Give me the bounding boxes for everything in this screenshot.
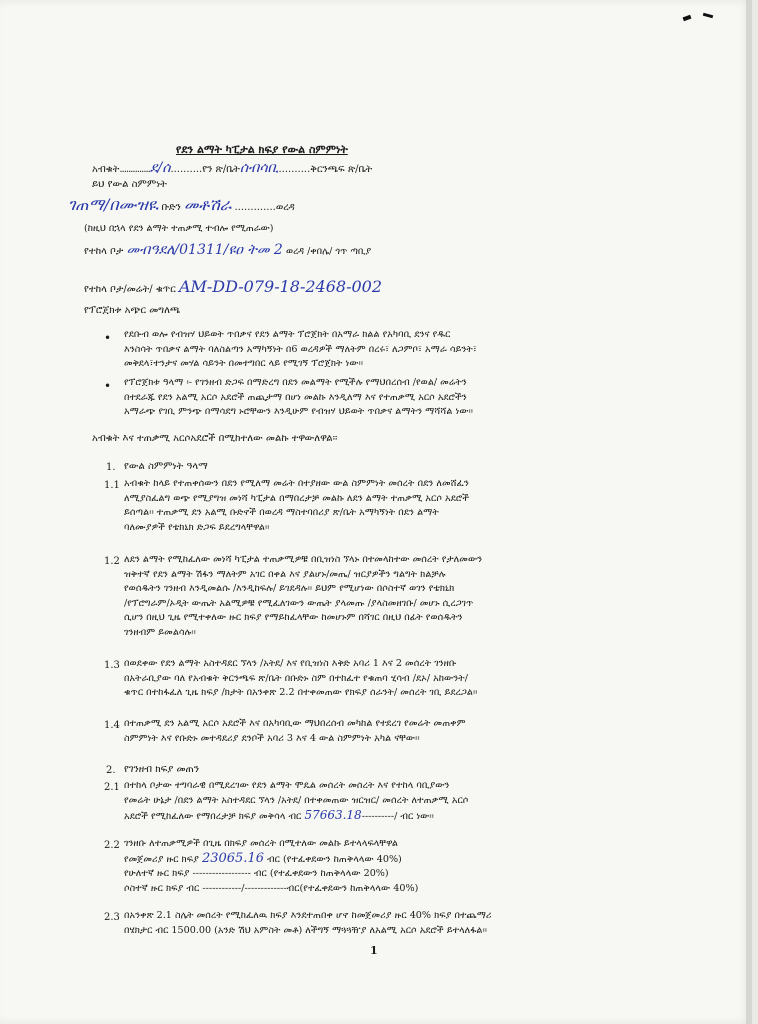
item-1-1-number: 1.1 [104, 480, 120, 491]
item-1-2-text: ለደን ልማት የሚከፈለው መነሻ ካፒታል ተጠቃሚዎቹ በቢዝነስ ኘላኑ በተመላከተው መሰረት የታለመውን ዝቅተኛ የደን ልማት ሽፋን ማለትም አገር በቀል እና ያልሆኑ/መጤ/ ዝርያዎችን ግልግት ክልቻሉ የወሰዱትን ገንዘብ እንዲመልሱ /እንዲከፍሉ/ ይገደዳሉ፡፡ ይህም የሚሆነው በሶስተኛ ወገን የቴክኒክ /የፕሮግራም/ኦዲት ውጤት አልሚዎቹ የሚፈለገውን ውጤት ያላመጡ /ያላስመዘገቡ/ መሆኑ ሲረጋገጥ ሲሆን በዚህ ጊዜ የሚተቀለው ዙር ክፍያ የማይከፈላቸው ከመሆኑም በሻገር በዚህ በፊት የወሰዱትን ገንዘብም ይመልሳሉ፡፡ [124, 554, 483, 638]
handwritten-group-name: ገጠማ/በሙዝዪ [68, 195, 159, 214]
section-heading-project-summary: የፕሮጀክቱ አጭር መግለጫ [84, 305, 181, 316]
item-2-3-number: 2.3 [104, 912, 120, 923]
label-office: ..........የን ጽ/ቤት [170, 164, 240, 175]
handwritten-woreda: መቶሽራ [184, 195, 232, 214]
scan-mark [683, 15, 692, 21]
payment-row-3: ሶስተኛ ዙር ክፍያ ብር ------------/-------------ብር(የተፈቀደውን ከጠቅላላው 40%) [124, 882, 419, 894]
bullet-icon: • [104, 331, 112, 345]
item-1-4-number: 1.4 [104, 720, 120, 731]
item-2-2-text: ገንዘቡ ለተጠቃሚዎች በጊዜ በክፍያ መሰረት በሚተለው መልኩ ይተላላፍላቸዋል የመጀመሪያ ዙር ክፍያ 23065.16 ብር (የተፈቀደውን ከጠቅላላው 40%) የሁለተኛ ዙር ክፍያ ------------------ ብር (የተፈቀደውን ከጠቅላላው 20%) ሶስተኛ ዙር ክፍያ ብር ------------/-------------ብር(የተፈቀደውን ከጠቅላላው 40%) [124, 837, 418, 896]
item-1-3-number: 1.3 [104, 660, 120, 671]
section-1-heading: የውል ስምምነት ዓላማ [124, 461, 208, 472]
item-1-3-text: በወደቀው የደን ልማት አስተዳደር ኘላን /አትደ/ እና የቢዝነስ እቅድ አባሪ 1 እና 2 መሰረት ገንዘቡ በአትራቢያው ባለ የአብቁት ቅርንጫፍ ጽ/ቤት በቡድኑ ስም በተከፈተ የቁጠባ ሂሳብ /ደኦ/ አከውንት/ ቁጥር በተከፋፈለ ጊዜ ክፍያ /ክታት በአንቀጽ 2.2 በተቀመጠው የክፍያ ሰራንት/ መሰረት ገቢ ይደረጋል፡፡ [124, 658, 478, 698]
header-line-6 [84, 277, 383, 296]
scan-mark [703, 13, 713, 18]
handwritten-office: ሰብሳቢ [239, 160, 279, 176]
section-2-number: 2. [106, 765, 116, 776]
section-2-heading: የገንዘብ ክፍያ መጠን [124, 764, 200, 775]
label-branch-office: ..........ቅርንጫፍ ጽ/ቤት [278, 164, 373, 175]
handwritten-branch: ደ/ሰ [149, 160, 171, 176]
payment-row-2: የሁለተኛ ዙር ክፍያ ------------------ ብር (የተፈቀደውን ከጠቅላላው 20%) [124, 868, 389, 879]
payment-row-1: የመጀመሪያ ዙር ክፍያ 23065.16 ብር (የተፈቀደውን ከጠቅላላው 40%) [124, 850, 402, 866]
section-1-number: 1. [106, 462, 116, 473]
handwritten-first-payment: 23065.16 [201, 850, 264, 866]
label-group: ቡድን [161, 202, 181, 213]
label-site-number: የተከላ ቦታ/መሬት/ ቁጥር [84, 284, 176, 295]
handwritten-site-number: AM-DD-079-18-2468-002 [178, 277, 383, 296]
item-2-2-number: 2.2 [104, 840, 120, 851]
agreement-intro: አብቁት እና ተጠቃሚ አርሶአደሮች በሚከተለው መልኩ ተዋውለዋል፡፡ [92, 433, 338, 444]
item-1-1-text: አብቁት ከላይ የተጠቀሰውን በደን የሚለማ መሬት በተያዘው ውል ስምምነት መሰረት በደን ለመሸፈን ለሚያስፈልግ ወጭ የሚያግዝ መነሻ ካፒታል በማበረታቻ መልኩ ለደን ልማት ተጠቃሚ አርሶ አደሮች ይሰጣል፡፡ ተጠቃሚ ደን አልሚ ቡድኖች በወረዳ ማስተባበሪያ ጽ/ቤት አማካኝነት በደን ልማት ባለሙያዎች የቴክኒክ ድጋፍ ይደረግላቸዋል፡፡ [124, 478, 470, 533]
page-number: 1 [370, 944, 378, 957]
bullet-icon: • [104, 379, 112, 393]
label-kebele: ወረዳ /ቀበሌ/ ጎጥ ጣቢያ [286, 246, 372, 257]
handwritten-site: መብዓደለ/01311/ዩዐ ትመ 2 [126, 242, 283, 258]
item-1-4-text: በተጠቃሚ ደን አልሚ አርሶ አደሮች እና በአካባቢው ማህበረሰብ መካከል የተደረገ የመሬት መጠቀም ስምምነት እና የቡድኑ መተዳደሪያ ደንቦች አባሪ 3 እና 4 ውል ስምምነት አካል ናቸው፡፡ [124, 718, 466, 744]
item-2-3-text: በአንቀጽ 2.1 ስሌት መሰረት የሚከፈለዉ ክፍያ እንደተጠበቀ ሆኖ ከመጀመሪያ ዙር 40% ክፍያ በተጨማሪ በሄክታር ብር 1500.00 (አንድ ሽህ አምስት መቶ) ለችግኝ ማጓጓዥያ ለአልሚ አርሶ አደሮች ይተላለፋል፡፡ [124, 910, 492, 936]
header-line-4: (ከዚህ በኋላ የደን ልማት ተጠቃሚ ተብሎ የሚጠራው) [84, 223, 274, 234]
label-woreda: .............ወረዳ [234, 202, 295, 213]
document-title: የደን ልማት ካፒታል ክፍያ የውል ስምምነት [176, 143, 348, 156]
dots: .............. [119, 164, 150, 175]
header-line-5 [84, 244, 371, 258]
header-line-3 [68, 195, 295, 214]
header-line-1 [92, 162, 372, 176]
item-2-1-number: 2.1 [104, 782, 120, 793]
header-line-2: ይህ የውል ስምምነት [92, 179, 167, 190]
handwritten-total-amount: 57663.18 [304, 808, 362, 822]
label-abvut: አብቁት [92, 164, 120, 175]
label-plantation-site: የተከላ ቦታ [84, 246, 124, 257]
bullet-paragraph-1: የደቡብ ወሎ የብዝሃ ህይወት ጥበቃና የደን ልማት ፕሮጀክት በአማራ ክልል የአካባቢ ደንና የዱር እንስሳት ጥበቃና ልማት ባለስልጣን አማካኝነት በ6 ወረዳዎች ማለትም በረሩ፣ ለጋምቦ፣ አማራ ሳይንት፣ መቅደላ፣ተንታና መሃል ሳይንት በመተግበር ላይ የሚገኝ ፕሮጀክት ነው፡፡ [124, 329, 477, 369]
item-1-2-number: 1.2 [104, 556, 120, 567]
page-edge-shadow [746, 0, 752, 1024]
bullet-paragraph-2: የፕሮጀክቱ ዓላማ ፡- የገንዘብ ድጋፍ በማድረግ በደን መልማት የሚችሉ የማህበረሰብ /የወል/ መሬትን በተደራጁ የደን አልሚ አርሶ አደሮች ጠጪታማ በሆነ መልኩ እንዲለማ እና የተጠቃሚ አርሶ አደሮችን አማራጭ የገቢ ምንጭ በማሳደግ ኑሮቸውን እንዲሁም የብዝሃ ህይወት ጥበቃና ልማትን ማሻሻል ነው፡፡ [124, 377, 474, 417]
item-2-1-text: በተከላ ቦታው ተግባራዊ በሚደረገው የደን ልማት ሞዴል መሰረት መሰረት እና የተከላ ባቢያውን የመሬት ሁኔታ /በደን ልማት አስተዳደር ኘላን /አትደ/ በተቀመጠው ዝርዝር/ መሰረት ለተጠቃሚ አርሶ አደሮች የሚከፈለው የማበረታቻ ክፍያ መቅሳላ ብር 57663.18----------/ ብር ነው፡፡ [124, 780, 469, 822]
